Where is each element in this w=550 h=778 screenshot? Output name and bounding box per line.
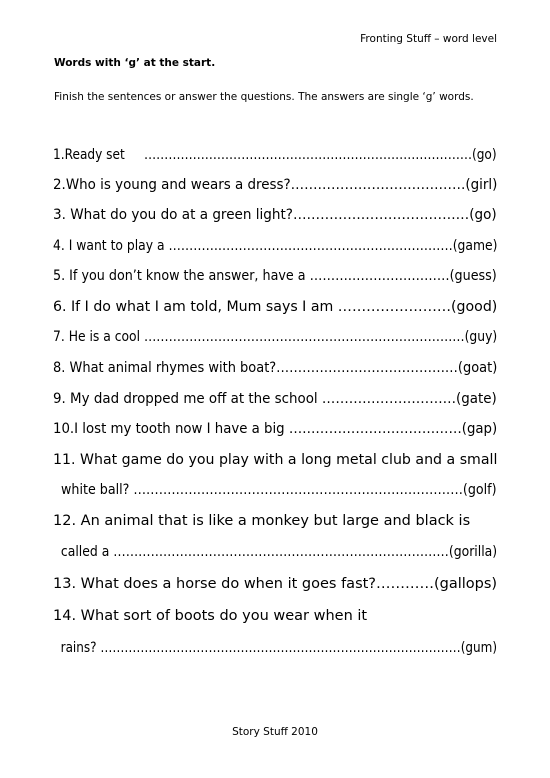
question-4: 4. I want to play a ……………………………………………………………(game) bbox=[53, 238, 498, 254]
question-14-continued: rains? ………………………………………………………………………………(gum) bbox=[53, 640, 498, 656]
question-8: 8. What animal rhymes with boat?……………………………………(goat) bbox=[53, 360, 498, 376]
question-1: 1.Ready set ………………………………………………………………………(go) bbox=[53, 147, 497, 163]
question-7: 7. He is a cool ……………………………………………………………………(guy) bbox=[53, 329, 498, 345]
question-10: 10.I lost my tooth now I have a big …………………………………(gap) bbox=[53, 421, 498, 437]
question-3: 3. What do you do at a green light?…………………………………(go) bbox=[53, 207, 497, 223]
page-footer: Story Stuff 2010 bbox=[232, 726, 318, 738]
question-6: 6. If I do what I am told, Mum says I am ……………………(good) bbox=[53, 299, 498, 315]
page-header: Fronting Stuff – word level bbox=[360, 33, 497, 45]
question-2: 2.Who is young and wears a dress?…………………………………(girl) bbox=[53, 177, 498, 193]
worksheet-heading: Words with ‘g’ at the start. bbox=[54, 57, 216, 69]
question-13: 13. What does a horse do when it goes fast?…………(gallops) bbox=[53, 576, 498, 592]
instructions: Finish the sentences or answer the questions. The answers are single ‘g’ words. bbox=[54, 91, 474, 103]
question-9: 9. My dad dropped me off at the school …………………………(gate) bbox=[53, 391, 497, 407]
question-14: 14. What sort of boots do you wear when it bbox=[53, 608, 368, 624]
question-12: 12. An animal that is like a monkey but large and black is bbox=[53, 513, 471, 529]
question-11-continued: white ball? ……………………………………………………………………(golf) bbox=[53, 482, 497, 498]
question-5: 5. If you don’t know the answer, have a ……………………………(guess) bbox=[53, 268, 497, 284]
question-11: 11. What game do you play with a long metal club and a small bbox=[53, 452, 498, 468]
question-12-continued: called a ………………………………………………………………………(gorilla) bbox=[53, 544, 498, 560]
